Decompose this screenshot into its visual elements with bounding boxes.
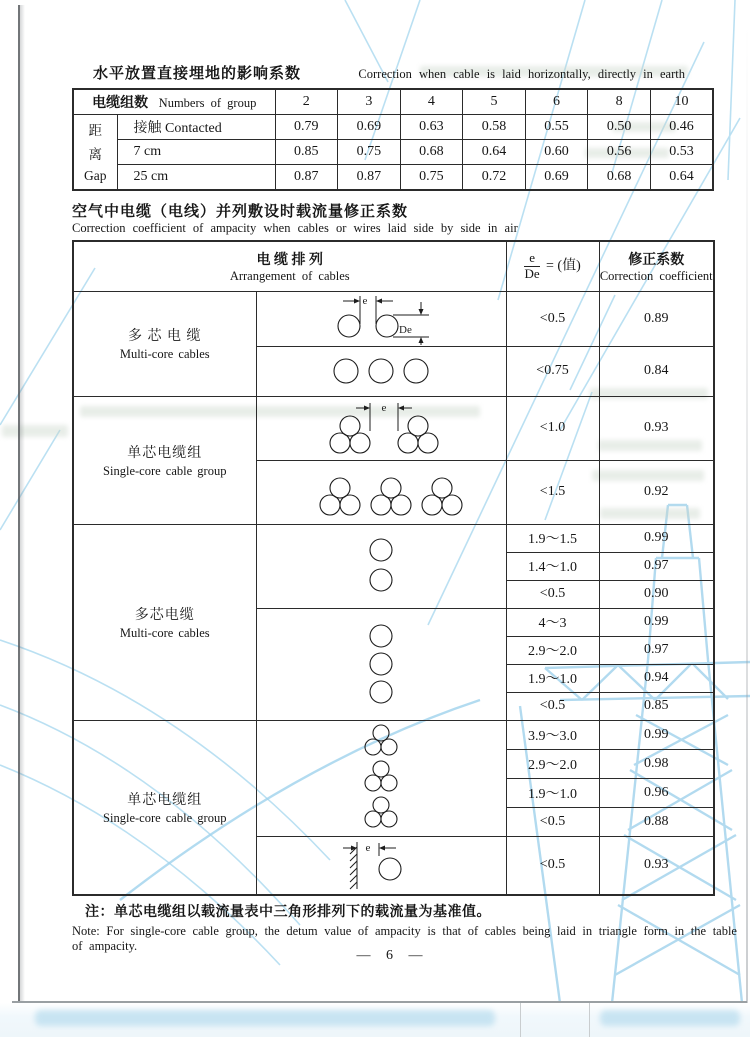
ratio-value: 3.9～3.0 — [506, 720, 599, 749]
group-count-header: 2 — [275, 89, 338, 114]
diagram-two-cables-spacing — [256, 291, 506, 346]
coeff-value: 0.85 — [275, 139, 338, 164]
ratio-equals-value: = (值) — [546, 258, 581, 274]
group-count-header: 8 — [588, 89, 651, 114]
table1-header-en: Numbers of group — [158, 95, 257, 110]
ratio-value: 2.9～2.0 — [506, 636, 599, 664]
coeff-value: 0.89 — [599, 291, 714, 346]
coeff-value: 0.75 — [400, 164, 463, 189]
table1-title-row — [93, 62, 685, 83]
ratio-value: 1.9～1.0 — [506, 778, 599, 807]
group4-label-en: Single-core cable group — [103, 810, 227, 825]
coeff-value: 0.64 — [650, 164, 713, 189]
side-char: 距 — [88, 122, 102, 138]
coefficient-header-cell — [599, 241, 714, 291]
coeff-value: 0.72 — [463, 164, 526, 189]
group4-label-cell — [73, 720, 256, 895]
e-dimension-label: e — [365, 842, 371, 855]
diagram-two-cables-vertical — [256, 524, 506, 608]
row-label: 25 cm — [117, 164, 275, 189]
diagram-two-trefoils-spacing — [256, 396, 506, 460]
coeff-value: 0.46 — [650, 114, 713, 139]
coeff-value: 0.94 — [599, 664, 714, 692]
group1-label-cell — [73, 291, 256, 396]
air-laying-correction-table — [72, 240, 715, 896]
coeff-value: 0.88 — [599, 807, 714, 836]
coeff-value: 0.75 — [338, 139, 401, 164]
page-number: — 6 — — [356, 948, 429, 963]
coeff-value: 0.97 — [599, 636, 714, 664]
coeff-value: 0.79 — [275, 114, 338, 139]
ratio-value: <0.75 — [506, 346, 599, 396]
ratio-value: <0.5 — [506, 836, 599, 895]
coeff-value: 0.87 — [275, 164, 338, 189]
ratio-numerator: e — [524, 251, 540, 267]
ratio-header-cell — [506, 241, 599, 291]
table1-header-zh: 电缆组数 — [92, 95, 149, 111]
coeff-value: 0.68 — [400, 139, 463, 164]
coeff-value: 0.99 — [599, 608, 714, 636]
coeff-value: 0.68 — [588, 164, 651, 189]
group-count-header: 3 — [338, 89, 401, 114]
ratio-value: <1.0 — [506, 396, 599, 460]
ratio-denominator: De — [524, 265, 540, 281]
page-seam-line — [589, 1003, 590, 1037]
coeff-value: 0.64 — [463, 139, 526, 164]
group1-label-en: Multi-core cables — [119, 347, 210, 361]
ratio-value: <0.5 — [506, 291, 599, 346]
coeff-value: 0.55 — [525, 114, 588, 139]
ratio-value: <0.5 — [506, 807, 599, 836]
ratio-value: 4～3 — [506, 608, 599, 636]
ratio-value: 1.4～1.0 — [506, 552, 599, 580]
coeff-value: 0.99 — [599, 524, 714, 552]
group3-label-en: Multi-core cables — [119, 625, 210, 640]
ratio-value: <0.5 — [506, 692, 599, 720]
coeff-value: 0.93 — [599, 396, 714, 460]
diagram-three-trefoils-row — [256, 460, 506, 524]
group2-label-zh: 单芯电缆组 — [127, 445, 203, 461]
row-label: 接触 Contacted — [117, 114, 275, 139]
coeff-value: 0.50 — [588, 114, 651, 139]
table1-title-zh: 水平放置直接埋地的影响系数 — [93, 66, 302, 82]
coefficient-header-en: Correction coefficient — [599, 268, 713, 283]
next-page-strip — [0, 1003, 750, 1037]
e-dimension-label: e — [362, 294, 368, 307]
diagram-three-cables-row — [256, 346, 506, 396]
group1-label-zh: 多 芯 电 缆 — [128, 329, 202, 344]
coeff-value: 0.87 — [338, 164, 401, 189]
blurred-print-artifact — [600, 1010, 740, 1026]
coeff-value: 0.60 — [525, 139, 588, 164]
group-count-header: 10 — [650, 89, 713, 114]
arrangement-header-cell — [73, 241, 506, 291]
gap-side-label-cell — [73, 114, 117, 190]
page-seam-line — [520, 1003, 521, 1037]
group3-label-cell — [73, 524, 256, 720]
ratio-value: 1.9～1.0 — [506, 664, 599, 692]
side-char: 离 — [88, 147, 102, 163]
group4-label-zh: 单芯电缆组 — [127, 792, 203, 808]
coeff-value: 0.53 — [650, 139, 713, 164]
table2-title-en: Correction coefficient of ampacity when cables or wires laid side by side in air — [72, 221, 518, 235]
table2-title-zh: 空气中电缆（电线）并列敷设时载流量修正系数 — [72, 204, 409, 220]
coeff-value: 0.97 — [599, 552, 714, 580]
diagram-cable-near-wall — [256, 836, 506, 895]
group2-label-cell — [73, 396, 256, 524]
e-over-de-fraction — [524, 251, 540, 282]
ratio-value: <0.5 — [506, 580, 599, 608]
arrangement-header-zh: 电 缆 排 列 — [256, 252, 323, 268]
group3-label-zh: 多芯电缆 — [134, 607, 195, 623]
note-zh: 注：单芯电缆组以载流量表中三角形排列下的载流量为基准值。 — [85, 905, 491, 920]
side-char: Gap — [84, 168, 107, 184]
group2-label-en: Single-core cable group — [103, 463, 227, 478]
arrangement-header-en: Arrangement of cables — [229, 268, 350, 283]
coeff-value: 0.85 — [599, 692, 714, 720]
diagram-three-trefoils-vertical — [256, 720, 506, 836]
page-edge-shadow — [20, 5, 25, 1001]
coefficient-header-zh: 修正系数 — [628, 252, 685, 268]
page-bottom-edge — [12, 1001, 747, 1003]
group-count-header: 6 — [525, 89, 588, 114]
ratio-value: <1.5 — [506, 460, 599, 524]
de-diameter-label: De — [399, 323, 412, 336]
earth-laying-correction-table — [72, 88, 714, 191]
note-en: Note: For single-core cable group, the detum value of ampacity is that of cables being laid in triangle form in the table of ampacity. — [72, 924, 737, 953]
coeff-value: 0.92 — [599, 460, 714, 524]
coeff-value: 0.63 — [400, 114, 463, 139]
blurred-print-artifact — [35, 1010, 495, 1026]
coeff-value: 0.93 — [599, 836, 714, 895]
coeff-value: 0.69 — [525, 164, 588, 189]
e-dimension-label: e — [381, 401, 387, 414]
group-count-header: 4 — [400, 89, 463, 114]
ratio-value: 1.9～1.5 — [506, 524, 599, 552]
row-label: 7 cm — [117, 139, 275, 164]
group-count-header: 5 — [463, 89, 526, 114]
coeff-value: 0.99 — [599, 720, 714, 749]
coeff-value: 0.96 — [599, 778, 714, 807]
table1-title-en: Correction when cable is laid horizontally, directly in earth — [358, 67, 685, 81]
coeff-value: 0.56 — [588, 139, 651, 164]
coeff-value: 0.90 — [599, 580, 714, 608]
coeff-value: 0.98 — [599, 749, 714, 778]
ratio-value: 2.9～2.0 — [506, 749, 599, 778]
table1-header-cell — [73, 89, 275, 114]
coeff-value: 0.58 — [463, 114, 526, 139]
page-right-shadow — [746, 25, 748, 1003]
coeff-value: 0.84 — [599, 346, 714, 396]
coeff-value: 0.69 — [338, 114, 401, 139]
diagram-three-cables-vertical — [256, 608, 506, 720]
